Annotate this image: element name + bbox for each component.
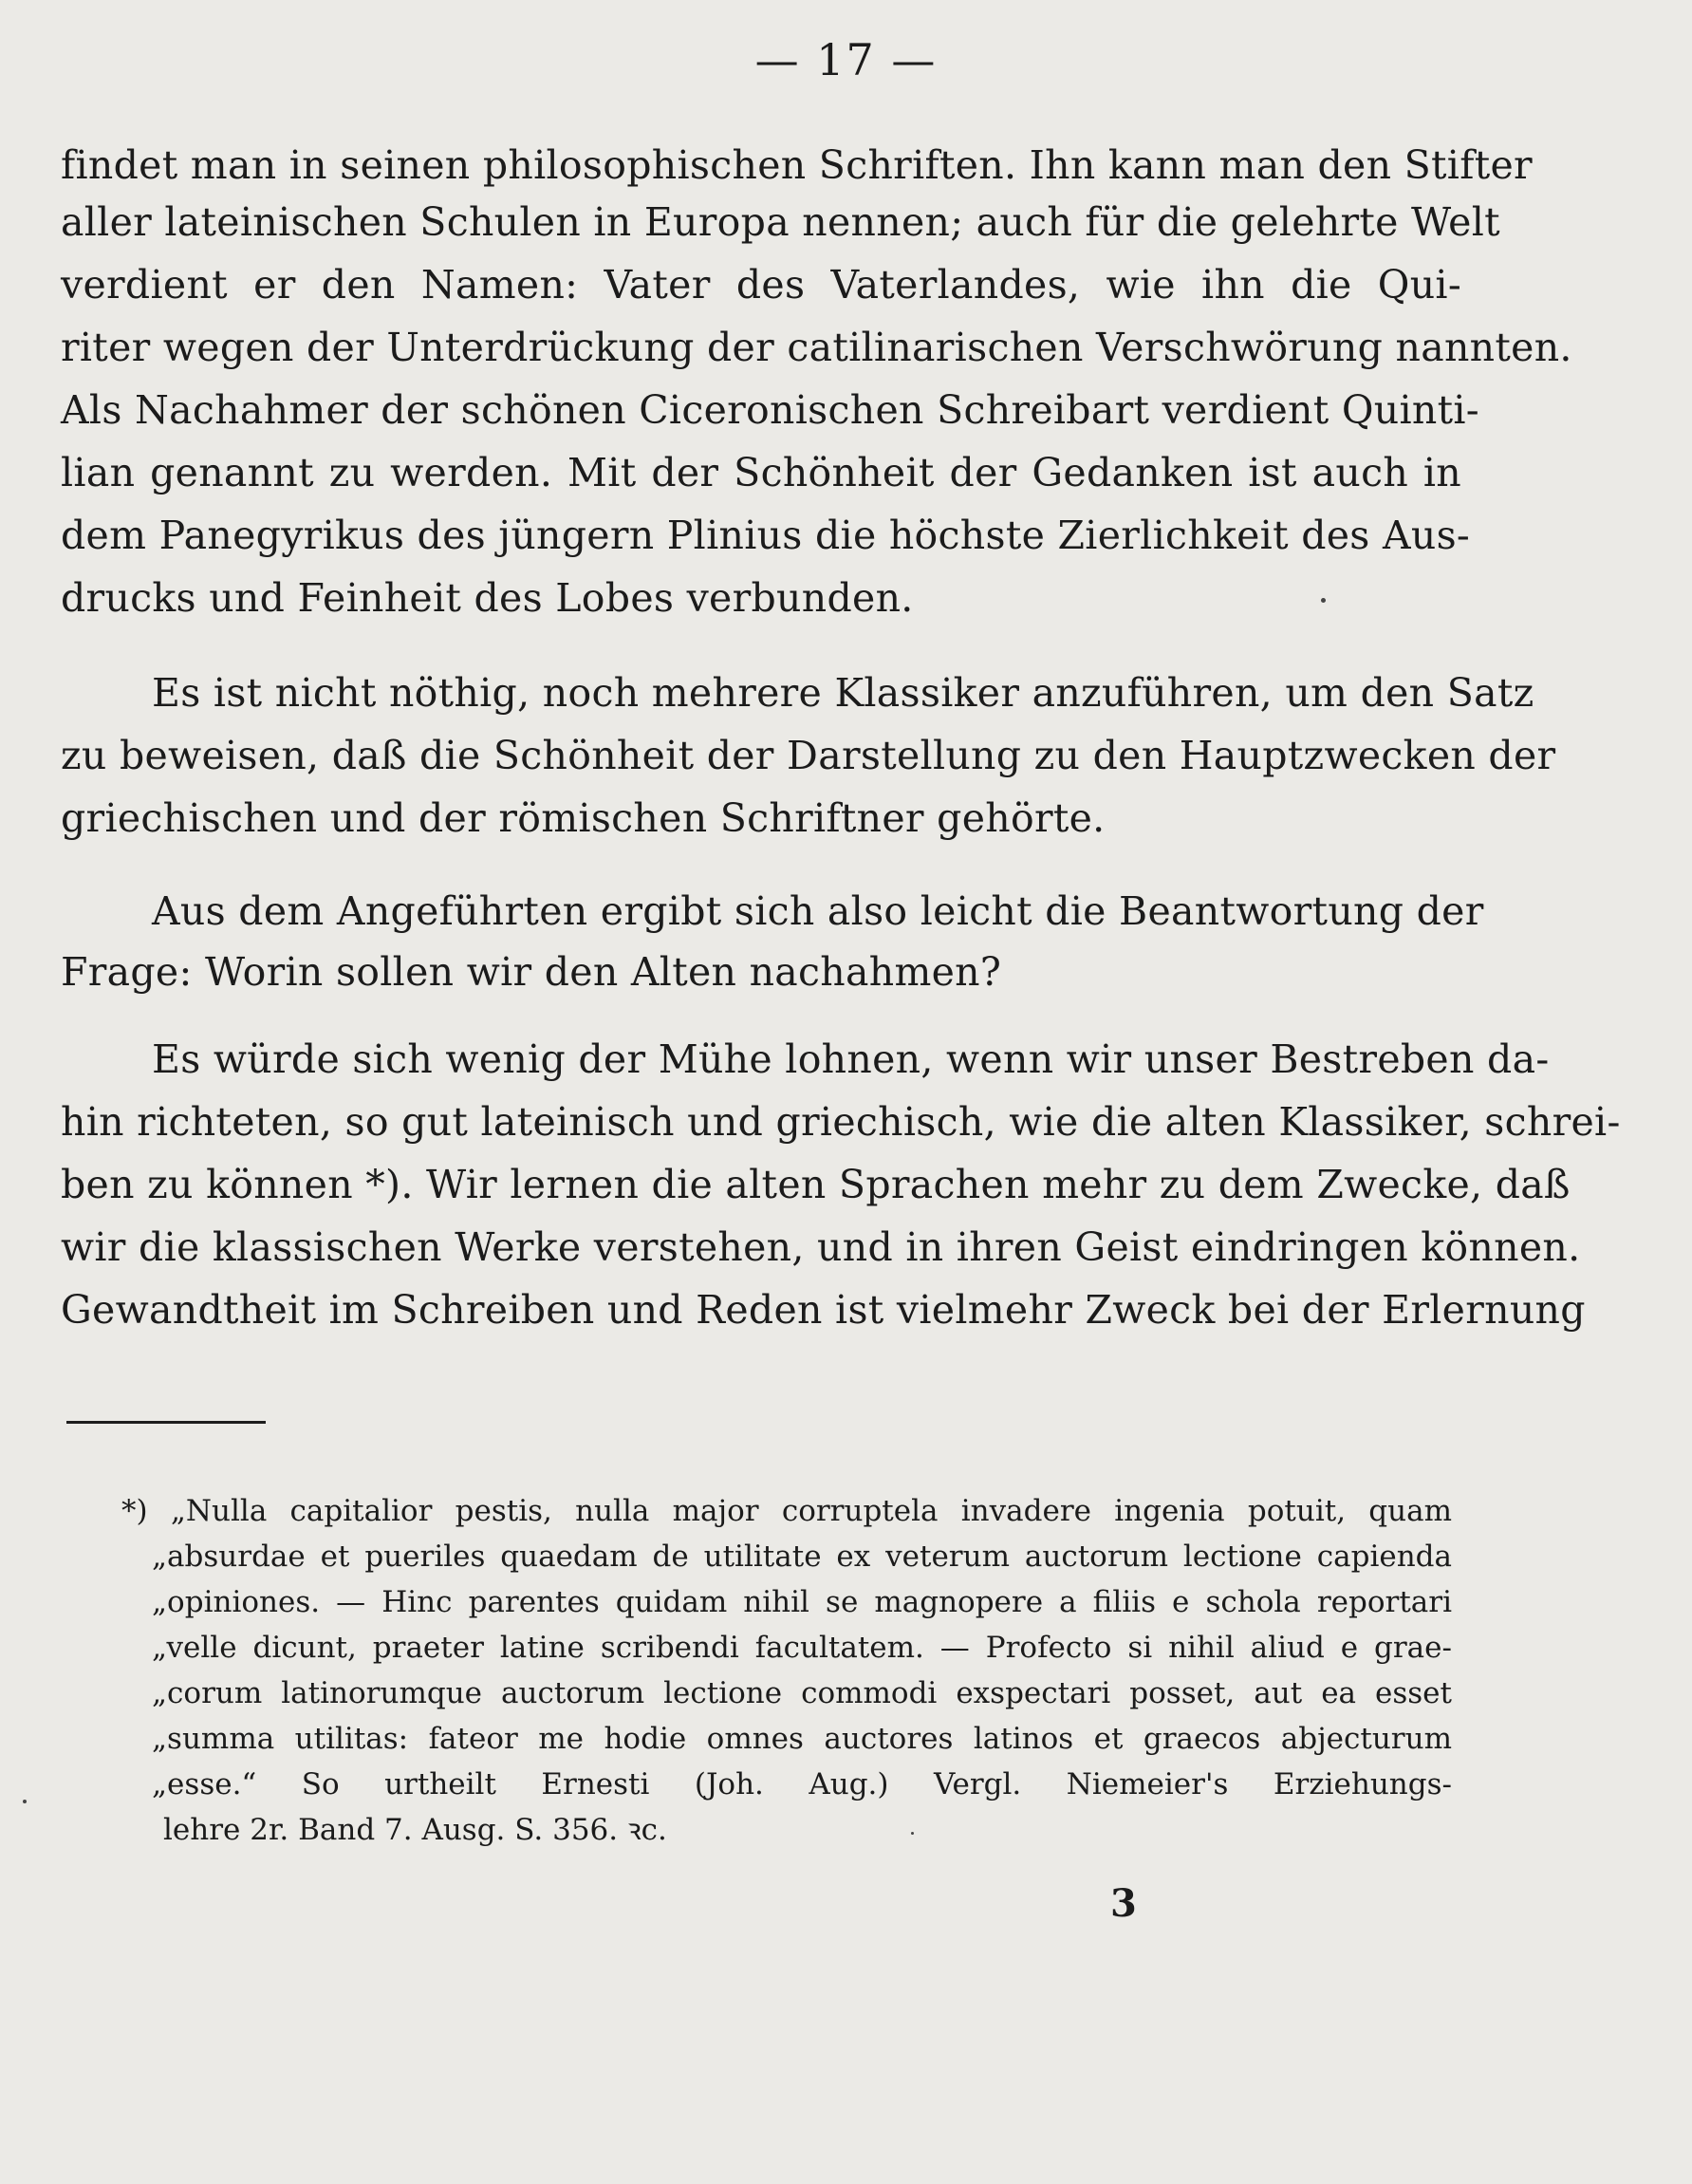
body-line: wir die klassischen Werke verstehen, und in ihren Geist eindringen können.	[61, 1224, 1581, 1270]
body-line: griechischen und der römischen Schriftner gehörte.	[61, 795, 1106, 841]
footnote-separator-rule	[66, 1421, 266, 1424]
body-line: findet man in seinen philosophischen Schriften. Ihn kann man den Stifter	[61, 142, 1533, 188]
signature-mark: 3	[1110, 1881, 1137, 1926]
body-line: ben zu können *). Wir lernen die alten Sprachen mehr zu dem Zwecke, daß	[61, 1162, 1571, 1207]
ink-speck	[1321, 598, 1326, 603]
body-line: riter wegen der Unterdrückung der catilinarischen Verschwörung nannten.	[61, 325, 1572, 370]
body-line: zu beweisen, daß die Schönheit der Darstellung zu den Hauptzwecken der	[61, 733, 1556, 778]
body-line: Frage: Worin sollen wir den Alten nachahmen?	[61, 949, 1002, 995]
footnote-line: lehre 2r. Band 7. Ausg. S. 356. ꝛc.	[163, 1813, 667, 1847]
body-line: drucks und Feinheit des Lobes verbunden.	[61, 575, 914, 621]
footnote-line: „velle dicunt, praeter latine scribendi facultatem. — Profecto si nihil aliud e grae-	[152, 1631, 1452, 1665]
ink-speck	[23, 1800, 27, 1803]
paragraph-first-line: Es ist nicht nöthig, noch mehrere Klassiker anzuführen, um den Satz	[152, 670, 1534, 716]
body-line: dem Panegyrikus des jüngern Plinius die höchste Zierlichkeit des Aus-	[61, 513, 1471, 558]
paragraph-first-line: Es würde sich wenig der Mühe lohnen, wenn wir unser Bestreben da-	[152, 1036, 1550, 1082]
footnote-line: „opiniones. — Hinc parentes quidam nihil se magnopere a filiis e schola reportari	[152, 1585, 1452, 1619]
ink-speck	[911, 1832, 914, 1835]
body-line: Gewandtheit im Schreiben und Reden ist vielmehr Zweck bei der Erlernung	[61, 1287, 1586, 1333]
body-line: aller lateinischen Schulen in Europa nennen; auch für die gelehrte Welt	[61, 199, 1500, 245]
paragraph-first-line: Aus dem Angeführten ergibt sich also leicht die Beantwortung der	[152, 888, 1484, 934]
footnote-line: „summa utilitas: fateor me hodie omnes auctores latinos et graecos abjecturum	[152, 1722, 1452, 1756]
body-line: Als Nachahmer der schönen Ciceronischen Schreibart verdient Quinti-	[61, 387, 1479, 433]
footnote-line: „corum latinorumque auctorum lectione commodi exspectari posset, aut ea esset	[152, 1676, 1452, 1710]
body-line: hin richteten, so gut lateinisch und griechisch, wie die alten Klassiker, schrei-	[61, 1099, 1621, 1145]
body-line: lian genannt zu werden. Mit der Schönheit der Gedanken ist auch in	[61, 450, 1461, 495]
footnote-line: „absurdae et pueriles quaedam de utilitate ex veterum auctorum lectione capienda	[152, 1540, 1452, 1574]
body-line: verdient er den Namen: Vater des Vaterlandes, wie ihn die Qui-	[61, 262, 1461, 308]
footnote-line: *) „Nulla capitalior pestis, nulla major corruptela invadere ingenia potuit, quam	[121, 1494, 1452, 1528]
footnote-line: „esse.“ So urtheilt Ernesti (Joh. Aug.) Vergl. Niemeier's Erziehungs-	[152, 1767, 1452, 1801]
page-number-header: — 17 —	[754, 34, 938, 85]
